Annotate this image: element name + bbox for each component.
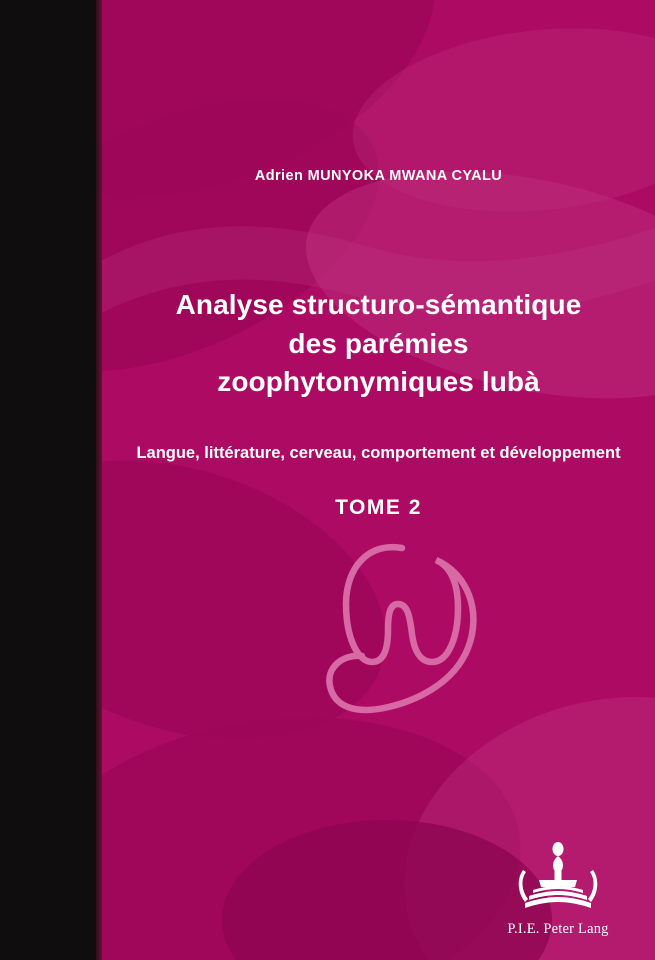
squiggle-icon <box>272 530 532 760</box>
title-line-2: des parémies <box>288 327 469 359</box>
publisher-name: P.I.E. Peter Lang <box>507 921 609 937</box>
author-name: Adrien MUNYOKA MWANA CYALU <box>254 168 503 184</box>
title-line-1: Analyse structuro-sémantique <box>175 289 582 320</box>
title-line-3: zoophytonymiques lubà <box>217 366 540 398</box>
publisher-block <box>483 840 633 938</box>
volume-label: TOME 2 <box>335 496 422 519</box>
cover-front-panel <box>102 0 655 960</box>
peter-lang-torch-emblem-icon <box>483 840 633 918</box>
book-spine <box>0 0 100 960</box>
book-subtitle: Langue, littérature, cerveau, comportement et développement <box>136 444 621 462</box>
cover-text-block <box>102 0 655 960</box>
book-title <box>102 286 655 402</box>
